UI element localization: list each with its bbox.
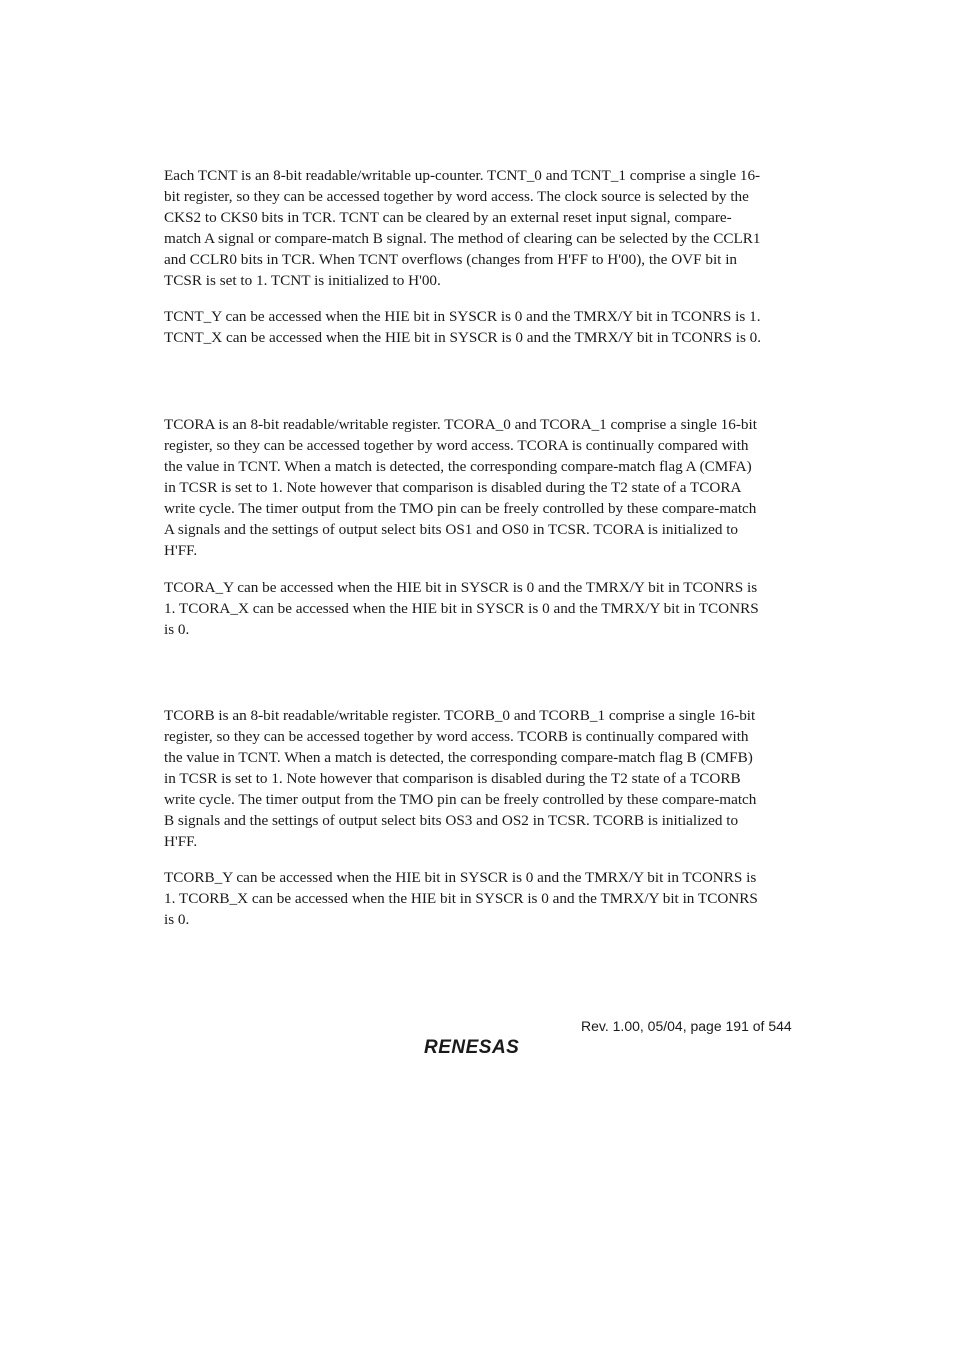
text-line: A signals and the settings of output select bits OS1 and OS0 in TCSR. TCORA is initialized to	[164, 521, 739, 538]
text-line: TCNT_Y can be accessed when the HIE bit in SYSCR is 0 and the TMRX/Y bit in TCONRS is 1.	[164, 308, 761, 325]
text-line: Each TCNT is an 8-bit readable/writable up-counter. TCNT_0 and TCNT_1 comprise a single 16-	[164, 167, 761, 184]
text-line: and CCLR0 bits in TCR. When TCNT overflows (changes from H'FF to H'00), the OVF bit in	[164, 251, 738, 268]
page-info: Rev. 1.00, 05/04, page 191 of 544	[581, 1018, 792, 1034]
text-line: TCORB_Y can be accessed when the HIE bit in SYSCR is 0 and the TMRX/Y bit in TCONRS is	[164, 869, 757, 886]
text-line: match A signal or compare-match B signal. The method of clearing can be selected by the CCLR1	[164, 230, 761, 247]
text-line: TCNT_X can be accessed when the HIE bit in SYSCR is 0 and the TMRX/Y bit in TCONRS is 0.	[164, 329, 762, 346]
text-line: TCORA is an 8-bit readable/writable register. TCORA_0 and TCORA_1 comprise a single 16-bit	[164, 416, 757, 433]
text-line: is 0.	[164, 911, 190, 928]
text-line: H'FF.	[164, 833, 198, 850]
text-line: bit register, so they can be accessed together by word access. The clock source is selected by the	[164, 188, 749, 205]
text-line: 1. TCORB_X can be accessed when the HIE bit in SYSCR is 0 and the TMRX/Y bit in TCONRS	[164, 890, 758, 907]
text-line: CKS2 to CKS0 bits in TCR. TCNT can be cleared by an external reset input signal, compare-	[164, 209, 732, 226]
text-line: is 0.	[164, 621, 190, 638]
renesas-logo-text: RENESAS	[424, 1037, 520, 1058]
text-line: register, so they can be accessed together by word access. TCORA is continually compared with	[164, 437, 749, 454]
text-line: TCORB is an 8-bit readable/writable register. TCORB_0 and TCORB_1 comprise a single 16-bit	[164, 707, 756, 724]
text-line: in TCSR is set to 1. Note however that comparison is disabled during the T2 state of a TCORB	[164, 770, 741, 787]
text-line: TCORA_Y can be accessed when the HIE bit in SYSCR is 0 and the TMRX/Y bit in TCONRS is	[164, 579, 758, 596]
text-line: TCSR is set to 1. TCNT is initialized to H'00.	[164, 272, 441, 289]
text-line: write cycle. The timer output from the TMO pin can be freely controlled by these compare-match	[164, 791, 757, 808]
text-line: the value in TCNT. When a match is detected, the corresponding compare-match flag B (CMFB)	[164, 749, 753, 766]
text-line: H'FF.	[164, 542, 198, 559]
text-line: B signals and the settings of output select bits OS3 and OS2 in TCSR. TCORB is initialized to	[164, 812, 739, 829]
text-line: 1. TCORA_X can be accessed when the HIE bit in SYSCR is 0 and the TMRX/Y bit in TCONRS	[164, 600, 759, 617]
text-line: write cycle. The timer output from the TMO pin can be freely controlled by these compare-match	[164, 500, 757, 517]
text-line: register, so they can be accessed together by word access. TCORB is continually compared with	[164, 728, 749, 745]
text-line: in TCSR is set to 1. Note however that comparison is disabled during the T2 state of a TCORA	[164, 479, 742, 496]
text-line: the value in TCNT. When a match is detected, the corresponding compare-match flag A (CMFA)	[164, 458, 752, 475]
renesas-logo	[422, 1034, 542, 1058]
